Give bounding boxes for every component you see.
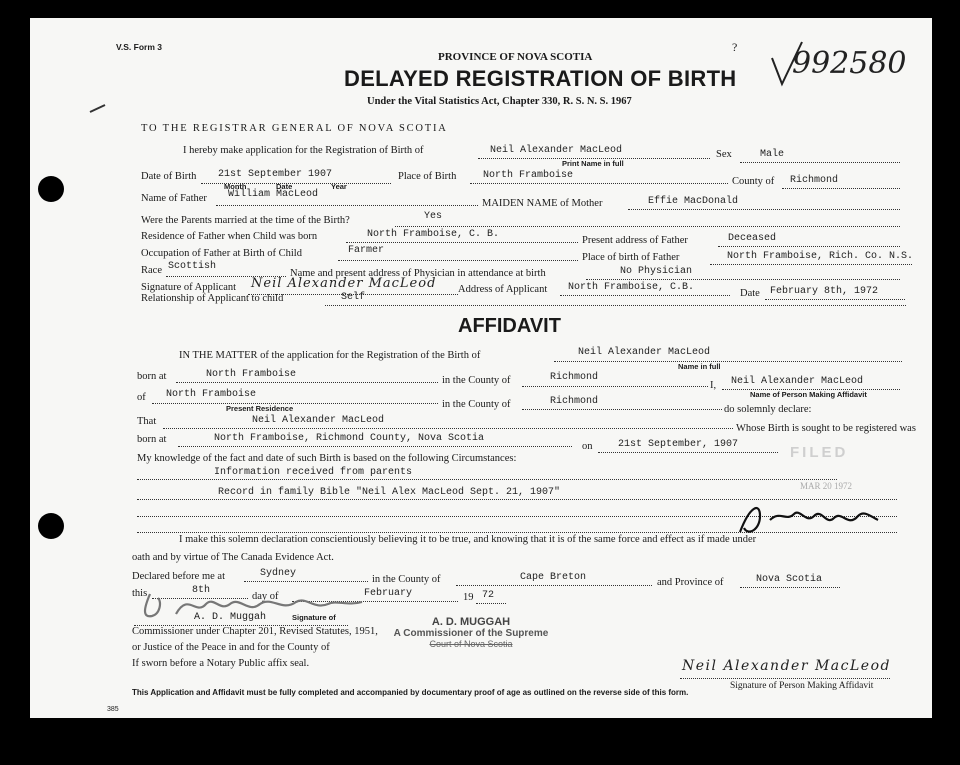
father-residence-label: Residence of Father when Child was born	[141, 231, 318, 242]
signature-of-caption: Signature of	[292, 613, 336, 622]
born-date-value: 21st September, 1907	[618, 439, 739, 450]
commissioner-label: Commissioner under Chapter 201, Revised Statutes, 1951,	[132, 626, 378, 637]
physician-value: No Physician	[620, 266, 693, 277]
married-label: Were the Parents married at the time of the Birth?	[141, 215, 350, 226]
year-prefix: 19	[463, 592, 474, 603]
county-value: Richmond	[790, 175, 839, 186]
registration-number: 992580	[792, 46, 907, 81]
pob-label: Place of Birth	[398, 171, 457, 182]
act-subtitle: Under the Vital Statistics Act, Chapter 330, R. S. N. S. 1967	[367, 96, 632, 107]
applicant-address-label: Address of Applicant	[458, 284, 548, 295]
application-date-value: February 8th, 1972	[770, 286, 879, 297]
father-occupation-label: Occupation of Father at Birth of Child	[141, 248, 302, 259]
solemn-declaration-text: I make this solemn declaration conscientiously believing it to be true, and knowing that it is of the same force and effect as if made under	[179, 534, 757, 545]
affiant-name-value: Neil Alexander MacLeod	[731, 376, 864, 387]
declared-at-value: Sydney	[260, 568, 297, 579]
notary-label: If sworn before a Notary Public affix seal.	[132, 658, 310, 669]
footer-note: This Application and Affidavit must be fully completed and accompanied by documentary proof of age as outlined on the reverse side of this form.	[132, 688, 689, 697]
father-occupation-value: Farmer	[348, 245, 385, 256]
day-of-label: day of	[252, 591, 279, 602]
application-date-label: Date	[740, 288, 760, 299]
punch-hole-bottom	[38, 513, 64, 539]
oath-text: oath and by virtue of The Canada Evidence Act.	[132, 552, 334, 563]
form-code: 385	[107, 706, 119, 713]
county-value-1: Richmond	[550, 372, 599, 383]
form-number: V.S. Form 3	[116, 42, 162, 52]
this-label: this	[132, 588, 148, 599]
born-at-value: North Framboise	[206, 369, 297, 380]
declared-county-value: Cape Breton	[520, 572, 587, 583]
filed-stamp-date: MAR 20 1972	[800, 481, 853, 491]
commissioner-name: A. D. Muggah	[194, 612, 267, 623]
county-label: County of	[732, 176, 775, 187]
declared-county-label: in the County of	[372, 574, 441, 585]
check-mark-icon	[768, 40, 808, 90]
father-pob-label: Place of birth of Father	[582, 252, 680, 263]
justice-label: or Justice of the Peace in and for the County of	[132, 642, 330, 653]
i-label: I,	[710, 380, 717, 391]
in-county-label-2: in the County of	[442, 399, 511, 410]
applicant-signature-label: Signature of Applicant	[141, 282, 237, 293]
relationship-label: Relationship of Applicant to child	[141, 293, 284, 304]
filed-stamp: FILED	[790, 444, 849, 461]
month-value: February	[364, 588, 413, 599]
year-value: 72	[482, 590, 495, 601]
stamp-line-3: Court of Nova Scotia	[429, 639, 513, 649]
father-value: William MacLeod	[228, 189, 319, 200]
mother-label: MAIDEN NAME of Mother	[482, 198, 603, 209]
county-value-2: Richmond	[550, 396, 599, 407]
child-name-value: Neil Alexander MacLeod	[490, 145, 623, 156]
race-label: Race	[141, 265, 162, 276]
pob-value: North Framboise	[483, 170, 574, 181]
knowledge-label: My knowledge of the fact and date of such Birth is based on the following Circumstances:	[137, 453, 517, 464]
year-caption: Year	[331, 182, 347, 191]
father-label: Name of Father	[141, 193, 207, 204]
whose-birth-label: Whose Birth is sought to be registered was	[736, 423, 916, 434]
declared-province-value: Nova Scotia	[756, 574, 823, 585]
commissioner-stamp	[386, 616, 556, 649]
present-residence-caption: Present Residence	[226, 404, 294, 413]
of-place-value: North Framboise	[166, 389, 257, 400]
province-label: and Province of	[657, 577, 724, 588]
father-residence-value: North Framboise, C. B.	[367, 229, 500, 240]
mother-value: Effie MacDonald	[648, 196, 739, 207]
circumstance-1: Information received from parents	[214, 467, 413, 478]
stamp-line-2: A Commissioner of the Supreme	[393, 628, 549, 639]
affidavit-title: AFFIDAVIT	[458, 315, 561, 337]
declare-label: do solemnly declare:	[724, 404, 812, 415]
sex-value: Male	[760, 149, 785, 160]
punch-hole-top	[38, 176, 64, 202]
relationship-value: Self	[341, 292, 366, 303]
document-title: DELAYED REGISTRATION OF BIRTH	[344, 66, 737, 91]
province-heading: PROVINCE OF NOVA SCOTIA	[438, 51, 593, 63]
name-full-caption: Name in full	[678, 362, 721, 371]
stamp-name: A. D. MUGGAH	[431, 616, 511, 628]
month-caption: Month	[224, 182, 247, 191]
in-county-label-1: in the County of	[442, 375, 511, 386]
dob-label: Date of Birth	[141, 171, 197, 182]
applicant-address-value: North Framboise, C.B.	[568, 282, 695, 293]
father-address-value: Deceased	[728, 233, 777, 244]
race-value: Scottish	[168, 261, 217, 272]
born-place-value: North Framboise, Richmond County, Nova Scotia	[214, 433, 485, 444]
birth-registration-form	[30, 18, 932, 718]
that-label: That	[137, 416, 157, 427]
born-at-label-2: born at	[137, 434, 167, 445]
query-mark: ?	[732, 40, 738, 54]
matter-name-value: Neil Alexander MacLeod	[578, 347, 711, 358]
matter-label: IN THE MATTER of the application for the Registration of the Birth of	[179, 350, 481, 361]
sex-label: Sex	[716, 149, 732, 160]
print-name-caption: Print Name in full	[562, 159, 624, 168]
applicant-signature: Neil Alexander MacLeod	[251, 276, 437, 291]
born-at-label: born at	[137, 371, 167, 382]
father-pob-value: North Framboise, Rich. Co. N.S.	[727, 251, 914, 262]
affiant-signature-caption: Signature of Person Making Affidavit	[730, 681, 874, 691]
dob-value: 21st September 1907	[218, 169, 333, 180]
intro-label: I hereby make application for the Registration of Birth of	[183, 145, 424, 156]
affiant-name-caption: Name of Person Making Affidavit	[750, 390, 867, 399]
physician-label: Name and present address of Physician in attendance at birth	[290, 268, 546, 279]
of-label: of	[137, 392, 146, 403]
circumstance-2: Record in family Bible "Neil Alex MacLeod Sept. 21, 1907"	[218, 487, 561, 498]
day-value: 8th	[192, 585, 211, 596]
addressee: TO THE REGISTRAR GENERAL OF NOVA SCOTIA	[141, 123, 448, 134]
ink-mark-icon	[88, 102, 108, 114]
married-value: Yes	[424, 211, 443, 222]
father-address-label: Present address of Father	[582, 235, 688, 246]
on-label: on	[582, 441, 593, 452]
date-caption: Date	[276, 182, 293, 191]
declared-before-label: Declared before me at	[132, 571, 225, 582]
that-name-value: Neil Alexander MacLeod	[252, 415, 385, 426]
affiant-signature: Neil Alexander MacLeod	[682, 658, 891, 674]
